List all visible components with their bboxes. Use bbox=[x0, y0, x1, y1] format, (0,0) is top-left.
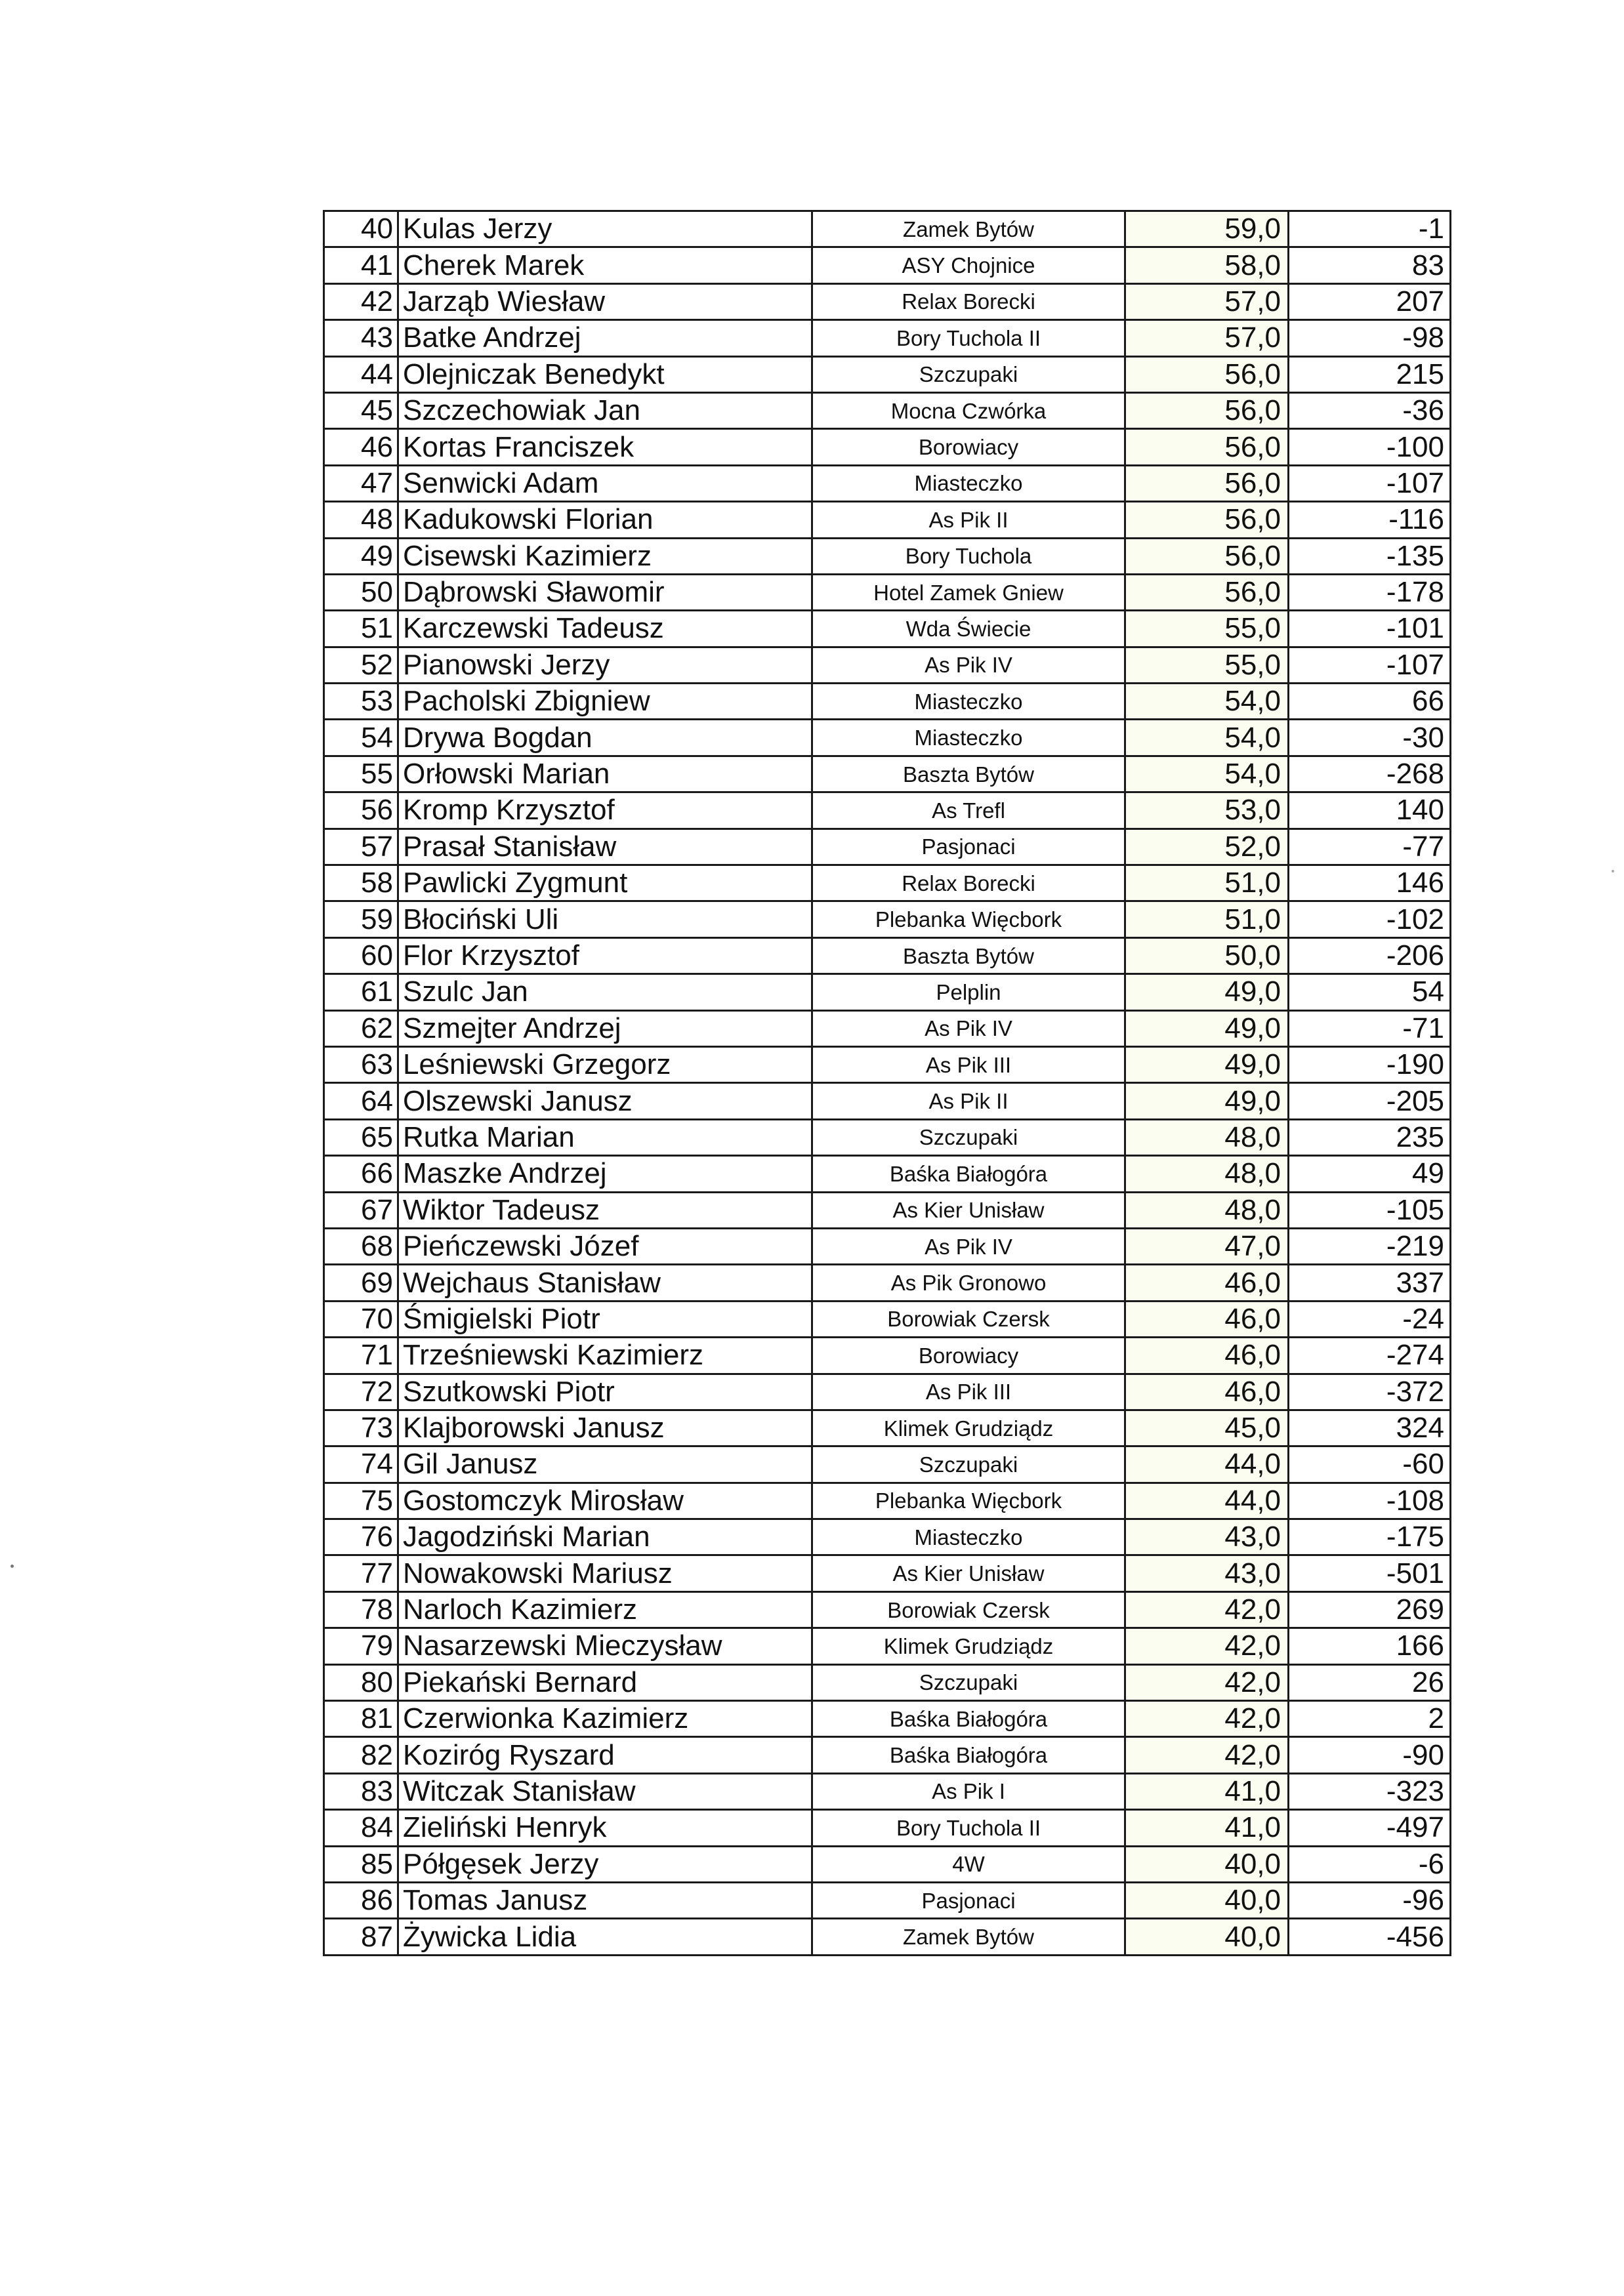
balance-cell: -501 bbox=[1289, 1555, 1451, 1591]
table-row bbox=[324, 1192, 1451, 1228]
points-cell: 56,0 bbox=[1125, 538, 1289, 574]
rank-cell: 51 bbox=[324, 611, 398, 647]
rank-cell: 78 bbox=[324, 1591, 398, 1628]
table-row bbox=[324, 611, 1451, 647]
balance-cell: -274 bbox=[1289, 1338, 1451, 1374]
balance-cell: -456 bbox=[1289, 1919, 1451, 1955]
balance-cell: -178 bbox=[1289, 574, 1451, 610]
balance-cell: 235 bbox=[1289, 1119, 1451, 1155]
table-row bbox=[324, 1265, 1451, 1301]
rank-cell: 86 bbox=[324, 1882, 398, 1918]
rank-cell: 87 bbox=[324, 1919, 398, 1955]
club-cell: Mocna Czwórka bbox=[812, 392, 1125, 428]
balance-cell: -101 bbox=[1289, 611, 1451, 647]
table-row bbox=[324, 1919, 1451, 1955]
rank-cell: 48 bbox=[324, 502, 398, 538]
points-cell: 42,0 bbox=[1125, 1701, 1289, 1737]
table-row bbox=[324, 1664, 1451, 1700]
table-row bbox=[324, 1519, 1451, 1555]
club-cell: Klimek Grudziądz bbox=[812, 1628, 1125, 1664]
table-row bbox=[324, 1301, 1451, 1337]
player-name-cell: Kadukowski Florian bbox=[398, 502, 812, 538]
table-row bbox=[324, 1810, 1451, 1846]
points-cell: 48,0 bbox=[1125, 1156, 1289, 1192]
points-cell: 41,0 bbox=[1125, 1810, 1289, 1846]
player-name-cell: Nowakowski Mariusz bbox=[398, 1555, 812, 1591]
club-cell: Baśka Białogóra bbox=[812, 1737, 1125, 1773]
club-cell: Miasteczko bbox=[812, 465, 1125, 501]
balance-cell: -323 bbox=[1289, 1773, 1451, 1809]
player-name-cell: Gil Janusz bbox=[398, 1446, 812, 1483]
balance-cell: -190 bbox=[1289, 1046, 1451, 1082]
player-name-cell: Karczewski Tadeusz bbox=[398, 611, 812, 647]
points-cell: 56,0 bbox=[1125, 356, 1289, 392]
results-table-body bbox=[324, 211, 1451, 1956]
balance-cell: 324 bbox=[1289, 1410, 1451, 1446]
points-cell: 52,0 bbox=[1125, 829, 1289, 865]
table-row bbox=[324, 1591, 1451, 1628]
player-name-cell: Żywicka Lidia bbox=[398, 1919, 812, 1955]
points-cell: 53,0 bbox=[1125, 792, 1289, 829]
balance-cell: 269 bbox=[1289, 1591, 1451, 1628]
club-cell: Baśka Białogóra bbox=[812, 1156, 1125, 1192]
player-name-cell: Gostomczyk Mirosław bbox=[398, 1483, 812, 1519]
balance-cell: -135 bbox=[1289, 538, 1451, 574]
scan-speck bbox=[10, 1565, 14, 1568]
table-row bbox=[324, 392, 1451, 428]
points-cell: 48,0 bbox=[1125, 1119, 1289, 1155]
player-name-cell: Klajborowski Janusz bbox=[398, 1410, 812, 1446]
player-name-cell: Kortas Franciszek bbox=[398, 429, 812, 465]
rank-cell: 76 bbox=[324, 1519, 398, 1555]
balance-cell: -219 bbox=[1289, 1228, 1451, 1264]
points-cell: 55,0 bbox=[1125, 647, 1289, 683]
points-cell: 56,0 bbox=[1125, 502, 1289, 538]
table-row bbox=[324, 211, 1451, 247]
balance-cell: -90 bbox=[1289, 1737, 1451, 1773]
club-cell: Pasjonaci bbox=[812, 829, 1125, 865]
club-cell: Szczupaki bbox=[812, 1119, 1125, 1155]
player-name-cell: Jarząb Wiesław bbox=[398, 283, 812, 319]
points-cell: 42,0 bbox=[1125, 1628, 1289, 1664]
rank-cell: 43 bbox=[324, 320, 398, 356]
rank-cell: 46 bbox=[324, 429, 398, 465]
table-row bbox=[324, 1628, 1451, 1664]
player-name-cell: Pawlicki Zygmunt bbox=[398, 865, 812, 901]
club-cell: Zamek Bytów bbox=[812, 1919, 1125, 1955]
points-cell: 49,0 bbox=[1125, 1046, 1289, 1082]
player-name-cell: Pacholski Zbigniew bbox=[398, 684, 812, 720]
points-cell: 54,0 bbox=[1125, 720, 1289, 756]
table-row bbox=[324, 1338, 1451, 1374]
player-name-cell: Błociński Uli bbox=[398, 901, 812, 937]
balance-cell: -36 bbox=[1289, 392, 1451, 428]
balance-cell: 140 bbox=[1289, 792, 1451, 829]
player-name-cell: Szutkowski Piotr bbox=[398, 1374, 812, 1410]
player-name-cell: Pianowski Jerzy bbox=[398, 647, 812, 683]
player-name-cell: Śmigielski Piotr bbox=[398, 1301, 812, 1337]
rank-cell: 58 bbox=[324, 865, 398, 901]
club-cell: Bory Tuchola bbox=[812, 538, 1125, 574]
club-cell: As Pik IV bbox=[812, 1010, 1125, 1046]
club-cell: Borowiak Czersk bbox=[812, 1591, 1125, 1628]
player-name-cell: Wiktor Tadeusz bbox=[398, 1192, 812, 1228]
player-name-cell: Olszewski Janusz bbox=[398, 1083, 812, 1119]
table-row bbox=[324, 1483, 1451, 1519]
rank-cell: 41 bbox=[324, 247, 398, 283]
table-row bbox=[324, 1046, 1451, 1082]
rank-cell: 42 bbox=[324, 283, 398, 319]
table-row bbox=[324, 283, 1451, 319]
rank-cell: 70 bbox=[324, 1301, 398, 1337]
player-name-cell: Półgęsek Jerzy bbox=[398, 1846, 812, 1882]
table-row bbox=[324, 865, 1451, 901]
player-name-cell: Cherek Marek bbox=[398, 247, 812, 283]
points-cell: 45,0 bbox=[1125, 1410, 1289, 1446]
rank-cell: 73 bbox=[324, 1410, 398, 1446]
club-cell: As Pik IV bbox=[812, 647, 1125, 683]
points-cell: 55,0 bbox=[1125, 611, 1289, 647]
points-cell: 46,0 bbox=[1125, 1374, 1289, 1410]
points-cell: 40,0 bbox=[1125, 1919, 1289, 1955]
balance-cell: -96 bbox=[1289, 1882, 1451, 1918]
table-row bbox=[324, 1846, 1451, 1882]
points-cell: 49,0 bbox=[1125, 974, 1289, 1010]
club-cell: As Kier Unisław bbox=[812, 1555, 1125, 1591]
points-cell: 42,0 bbox=[1125, 1591, 1289, 1628]
rank-cell: 67 bbox=[324, 1192, 398, 1228]
balance-cell: -100 bbox=[1289, 429, 1451, 465]
rank-cell: 49 bbox=[324, 538, 398, 574]
player-name-cell: Senwicki Adam bbox=[398, 465, 812, 501]
balance-cell: 166 bbox=[1289, 1628, 1451, 1664]
rank-cell: 50 bbox=[324, 574, 398, 610]
rank-cell: 47 bbox=[324, 465, 398, 501]
balance-cell: 26 bbox=[1289, 1664, 1451, 1700]
rank-cell: 82 bbox=[324, 1737, 398, 1773]
player-name-cell: Kromp Krzysztof bbox=[398, 792, 812, 829]
club-cell: As Pik Gronowo bbox=[812, 1265, 1125, 1301]
points-cell: 44,0 bbox=[1125, 1446, 1289, 1483]
balance-cell: 66 bbox=[1289, 684, 1451, 720]
table-row bbox=[324, 756, 1451, 792]
rank-cell: 55 bbox=[324, 756, 398, 792]
points-cell: 54,0 bbox=[1125, 756, 1289, 792]
balance-cell: 146 bbox=[1289, 865, 1451, 901]
points-cell: 56,0 bbox=[1125, 574, 1289, 610]
rank-cell: 81 bbox=[324, 1701, 398, 1737]
points-cell: 59,0 bbox=[1125, 211, 1289, 247]
player-name-cell: Orłowski Marian bbox=[398, 756, 812, 792]
points-cell: 40,0 bbox=[1125, 1846, 1289, 1882]
table-row bbox=[324, 901, 1451, 937]
balance-cell: -30 bbox=[1289, 720, 1451, 756]
club-cell: As Pik I bbox=[812, 1773, 1125, 1809]
player-name-cell: Nasarzewski Mieczysław bbox=[398, 1628, 812, 1664]
balance-cell: -105 bbox=[1289, 1192, 1451, 1228]
points-cell: 42,0 bbox=[1125, 1664, 1289, 1700]
table-row bbox=[324, 1701, 1451, 1737]
points-cell: 57,0 bbox=[1125, 283, 1289, 319]
club-cell: Szczupaki bbox=[812, 1664, 1125, 1700]
player-name-cell: Kulas Jerzy bbox=[398, 211, 812, 247]
balance-cell: -497 bbox=[1289, 1810, 1451, 1846]
club-cell: Miasteczko bbox=[812, 1519, 1125, 1555]
rank-cell: 69 bbox=[324, 1265, 398, 1301]
club-cell: Hotel Zamek Gniew bbox=[812, 574, 1125, 610]
player-name-cell: Czerwionka Kazimierz bbox=[398, 1701, 812, 1737]
balance-cell: -372 bbox=[1289, 1374, 1451, 1410]
table-row bbox=[324, 1446, 1451, 1483]
rank-cell: 44 bbox=[324, 356, 398, 392]
player-name-cell: Pieńczewski Józef bbox=[398, 1228, 812, 1264]
club-cell: Borowiak Czersk bbox=[812, 1301, 1125, 1337]
rank-cell: 77 bbox=[324, 1555, 398, 1591]
rank-cell: 79 bbox=[324, 1628, 398, 1664]
table-row bbox=[324, 1773, 1451, 1809]
club-cell: Borowiacy bbox=[812, 429, 1125, 465]
points-cell: 44,0 bbox=[1125, 1483, 1289, 1519]
points-cell: 51,0 bbox=[1125, 901, 1289, 937]
table-row bbox=[324, 1228, 1451, 1264]
balance-cell: -98 bbox=[1289, 320, 1451, 356]
results-table bbox=[323, 210, 1451, 1956]
table-row bbox=[324, 320, 1451, 356]
player-name-cell: Piekański Bernard bbox=[398, 1664, 812, 1700]
rank-cell: 74 bbox=[324, 1446, 398, 1483]
club-cell: Miasteczko bbox=[812, 720, 1125, 756]
rank-cell: 75 bbox=[324, 1483, 398, 1519]
rank-cell: 61 bbox=[324, 974, 398, 1010]
rank-cell: 83 bbox=[324, 1773, 398, 1809]
club-cell: Zamek Bytów bbox=[812, 211, 1125, 247]
club-cell: Klimek Grudziądz bbox=[812, 1410, 1125, 1446]
player-name-cell: Batke Andrzej bbox=[398, 320, 812, 356]
player-name-cell: Drywa Bogdan bbox=[398, 720, 812, 756]
rank-cell: 62 bbox=[324, 1010, 398, 1046]
points-cell: 54,0 bbox=[1125, 684, 1289, 720]
points-cell: 50,0 bbox=[1125, 937, 1289, 974]
balance-cell: 337 bbox=[1289, 1265, 1451, 1301]
rank-cell: 57 bbox=[324, 829, 398, 865]
points-cell: 43,0 bbox=[1125, 1555, 1289, 1591]
rank-cell: 68 bbox=[324, 1228, 398, 1264]
balance-cell: -268 bbox=[1289, 756, 1451, 792]
club-cell: Pelplin bbox=[812, 974, 1125, 1010]
balance-cell: -116 bbox=[1289, 502, 1451, 538]
points-cell: 51,0 bbox=[1125, 865, 1289, 901]
rank-cell: 45 bbox=[324, 392, 398, 428]
club-cell: Pasjonaci bbox=[812, 1882, 1125, 1918]
club-cell: Plebanka Więcbork bbox=[812, 1483, 1125, 1519]
table-row bbox=[324, 574, 1451, 610]
player-name-cell: Szulc Jan bbox=[398, 974, 812, 1010]
balance-cell: -205 bbox=[1289, 1083, 1451, 1119]
table-row bbox=[324, 1119, 1451, 1155]
rank-cell: 52 bbox=[324, 647, 398, 683]
player-name-cell: Koziróg Ryszard bbox=[398, 1737, 812, 1773]
club-cell: Szczupaki bbox=[812, 1446, 1125, 1483]
club-cell: Szczupaki bbox=[812, 356, 1125, 392]
player-name-cell: Cisewski Kazimierz bbox=[398, 538, 812, 574]
points-cell: 43,0 bbox=[1125, 1519, 1289, 1555]
table-row bbox=[324, 1555, 1451, 1591]
rank-cell: 59 bbox=[324, 901, 398, 937]
club-cell: Bory Tuchola II bbox=[812, 320, 1125, 356]
rank-cell: 80 bbox=[324, 1664, 398, 1700]
club-cell: As Pik III bbox=[812, 1374, 1125, 1410]
club-cell: Relax Borecki bbox=[812, 283, 1125, 319]
table-row bbox=[324, 538, 1451, 574]
table-row bbox=[324, 502, 1451, 538]
table-row bbox=[324, 247, 1451, 283]
points-cell: 56,0 bbox=[1125, 392, 1289, 428]
table-row bbox=[324, 429, 1451, 465]
table-row bbox=[324, 937, 1451, 974]
rank-cell: 71 bbox=[324, 1338, 398, 1374]
points-cell: 56,0 bbox=[1125, 465, 1289, 501]
club-cell: As Kier Unisław bbox=[812, 1192, 1125, 1228]
rank-cell: 85 bbox=[324, 1846, 398, 1882]
club-cell: Baśka Białogóra bbox=[812, 1701, 1125, 1737]
points-cell: 40,0 bbox=[1125, 1882, 1289, 1918]
rank-cell: 53 bbox=[324, 684, 398, 720]
player-name-cell: Szmejter Andrzej bbox=[398, 1010, 812, 1046]
balance-cell: -107 bbox=[1289, 465, 1451, 501]
club-cell: As Pik IV bbox=[812, 1228, 1125, 1264]
balance-cell: -71 bbox=[1289, 1010, 1451, 1046]
balance-cell: -108 bbox=[1289, 1483, 1451, 1519]
points-cell: 49,0 bbox=[1125, 1083, 1289, 1119]
balance-cell: 83 bbox=[1289, 247, 1451, 283]
table-row bbox=[324, 1410, 1451, 1446]
table-row bbox=[324, 1374, 1451, 1410]
club-cell: ASY Chojnice bbox=[812, 247, 1125, 283]
club-cell: Wda Świecie bbox=[812, 611, 1125, 647]
table-row bbox=[324, 720, 1451, 756]
club-cell: As Pik II bbox=[812, 502, 1125, 538]
player-name-cell: Maszke Andrzej bbox=[398, 1156, 812, 1192]
table-row bbox=[324, 792, 1451, 829]
table-row bbox=[324, 1083, 1451, 1119]
points-cell: 47,0 bbox=[1125, 1228, 1289, 1264]
table-row bbox=[324, 356, 1451, 392]
table-row bbox=[324, 974, 1451, 1010]
player-name-cell: Witczak Stanisław bbox=[398, 1773, 812, 1809]
balance-cell: -206 bbox=[1289, 937, 1451, 974]
balance-cell: 207 bbox=[1289, 283, 1451, 319]
table-row bbox=[324, 829, 1451, 865]
player-name-cell: Jagodziński Marian bbox=[398, 1519, 812, 1555]
player-name-cell: Flor Krzysztof bbox=[398, 937, 812, 974]
rank-cell: 63 bbox=[324, 1046, 398, 1082]
balance-cell: -77 bbox=[1289, 829, 1451, 865]
player-name-cell: Szczechowiak Jan bbox=[398, 392, 812, 428]
club-cell: Plebanka Więcbork bbox=[812, 901, 1125, 937]
club-cell: Baszta Bytów bbox=[812, 937, 1125, 974]
rank-cell: 84 bbox=[324, 1810, 398, 1846]
points-cell: 49,0 bbox=[1125, 1010, 1289, 1046]
club-cell: Relax Borecki bbox=[812, 865, 1125, 901]
rank-cell: 56 bbox=[324, 792, 398, 829]
balance-cell: -6 bbox=[1289, 1846, 1451, 1882]
player-name-cell: Leśniewski Grzegorz bbox=[398, 1046, 812, 1082]
table-row bbox=[324, 1156, 1451, 1192]
player-name-cell: Olejniczak Benedykt bbox=[398, 356, 812, 392]
club-cell: As Pik II bbox=[812, 1083, 1125, 1119]
points-cell: 46,0 bbox=[1125, 1265, 1289, 1301]
player-name-cell: Trześniewski Kazimierz bbox=[398, 1338, 812, 1374]
balance-cell: 2 bbox=[1289, 1701, 1451, 1737]
club-cell: Bory Tuchola II bbox=[812, 1810, 1125, 1846]
table-row bbox=[324, 1010, 1451, 1046]
rank-cell: 72 bbox=[324, 1374, 398, 1410]
club-cell: 4W bbox=[812, 1846, 1125, 1882]
club-cell: As Pik III bbox=[812, 1046, 1125, 1082]
player-name-cell: Wejchaus Stanisław bbox=[398, 1265, 812, 1301]
table-row bbox=[324, 647, 1451, 683]
balance-cell: -175 bbox=[1289, 1519, 1451, 1555]
player-name-cell: Tomas Janusz bbox=[398, 1882, 812, 1918]
balance-cell: 49 bbox=[1289, 1156, 1451, 1192]
club-cell: Baszta Bytów bbox=[812, 756, 1125, 792]
club-cell: Miasteczko bbox=[812, 684, 1125, 720]
balance-cell: 215 bbox=[1289, 356, 1451, 392]
rank-cell: 60 bbox=[324, 937, 398, 974]
points-cell: 46,0 bbox=[1125, 1338, 1289, 1374]
scan-speck bbox=[1612, 870, 1614, 872]
points-cell: 41,0 bbox=[1125, 1773, 1289, 1809]
balance-cell: -102 bbox=[1289, 901, 1451, 937]
player-name-cell: Zieliński Henryk bbox=[398, 1810, 812, 1846]
rank-cell: 40 bbox=[324, 211, 398, 247]
balance-cell: 54 bbox=[1289, 974, 1451, 1010]
rank-cell: 65 bbox=[324, 1119, 398, 1155]
table-row bbox=[324, 1882, 1451, 1918]
player-name-cell: Dąbrowski Sławomir bbox=[398, 574, 812, 610]
player-name-cell: Narloch Kazimierz bbox=[398, 1591, 812, 1628]
player-name-cell: Rutka Marian bbox=[398, 1119, 812, 1155]
club-cell: Borowiacy bbox=[812, 1338, 1125, 1374]
table-row bbox=[324, 1737, 1451, 1773]
table-row bbox=[324, 684, 1451, 720]
points-cell: 46,0 bbox=[1125, 1301, 1289, 1337]
rank-cell: 64 bbox=[324, 1083, 398, 1119]
balance-cell: -24 bbox=[1289, 1301, 1451, 1337]
points-cell: 58,0 bbox=[1125, 247, 1289, 283]
rank-cell: 54 bbox=[324, 720, 398, 756]
player-name-cell: Prasał Stanisław bbox=[398, 829, 812, 865]
points-cell: 56,0 bbox=[1125, 429, 1289, 465]
points-cell: 48,0 bbox=[1125, 1192, 1289, 1228]
rank-cell: 66 bbox=[324, 1156, 398, 1192]
balance-cell: -1 bbox=[1289, 211, 1451, 247]
table-row bbox=[324, 465, 1451, 501]
club-cell: As Trefl bbox=[812, 792, 1125, 829]
balance-cell: -107 bbox=[1289, 647, 1451, 683]
balance-cell: -60 bbox=[1289, 1446, 1451, 1483]
points-cell: 42,0 bbox=[1125, 1737, 1289, 1773]
points-cell: 57,0 bbox=[1125, 320, 1289, 356]
